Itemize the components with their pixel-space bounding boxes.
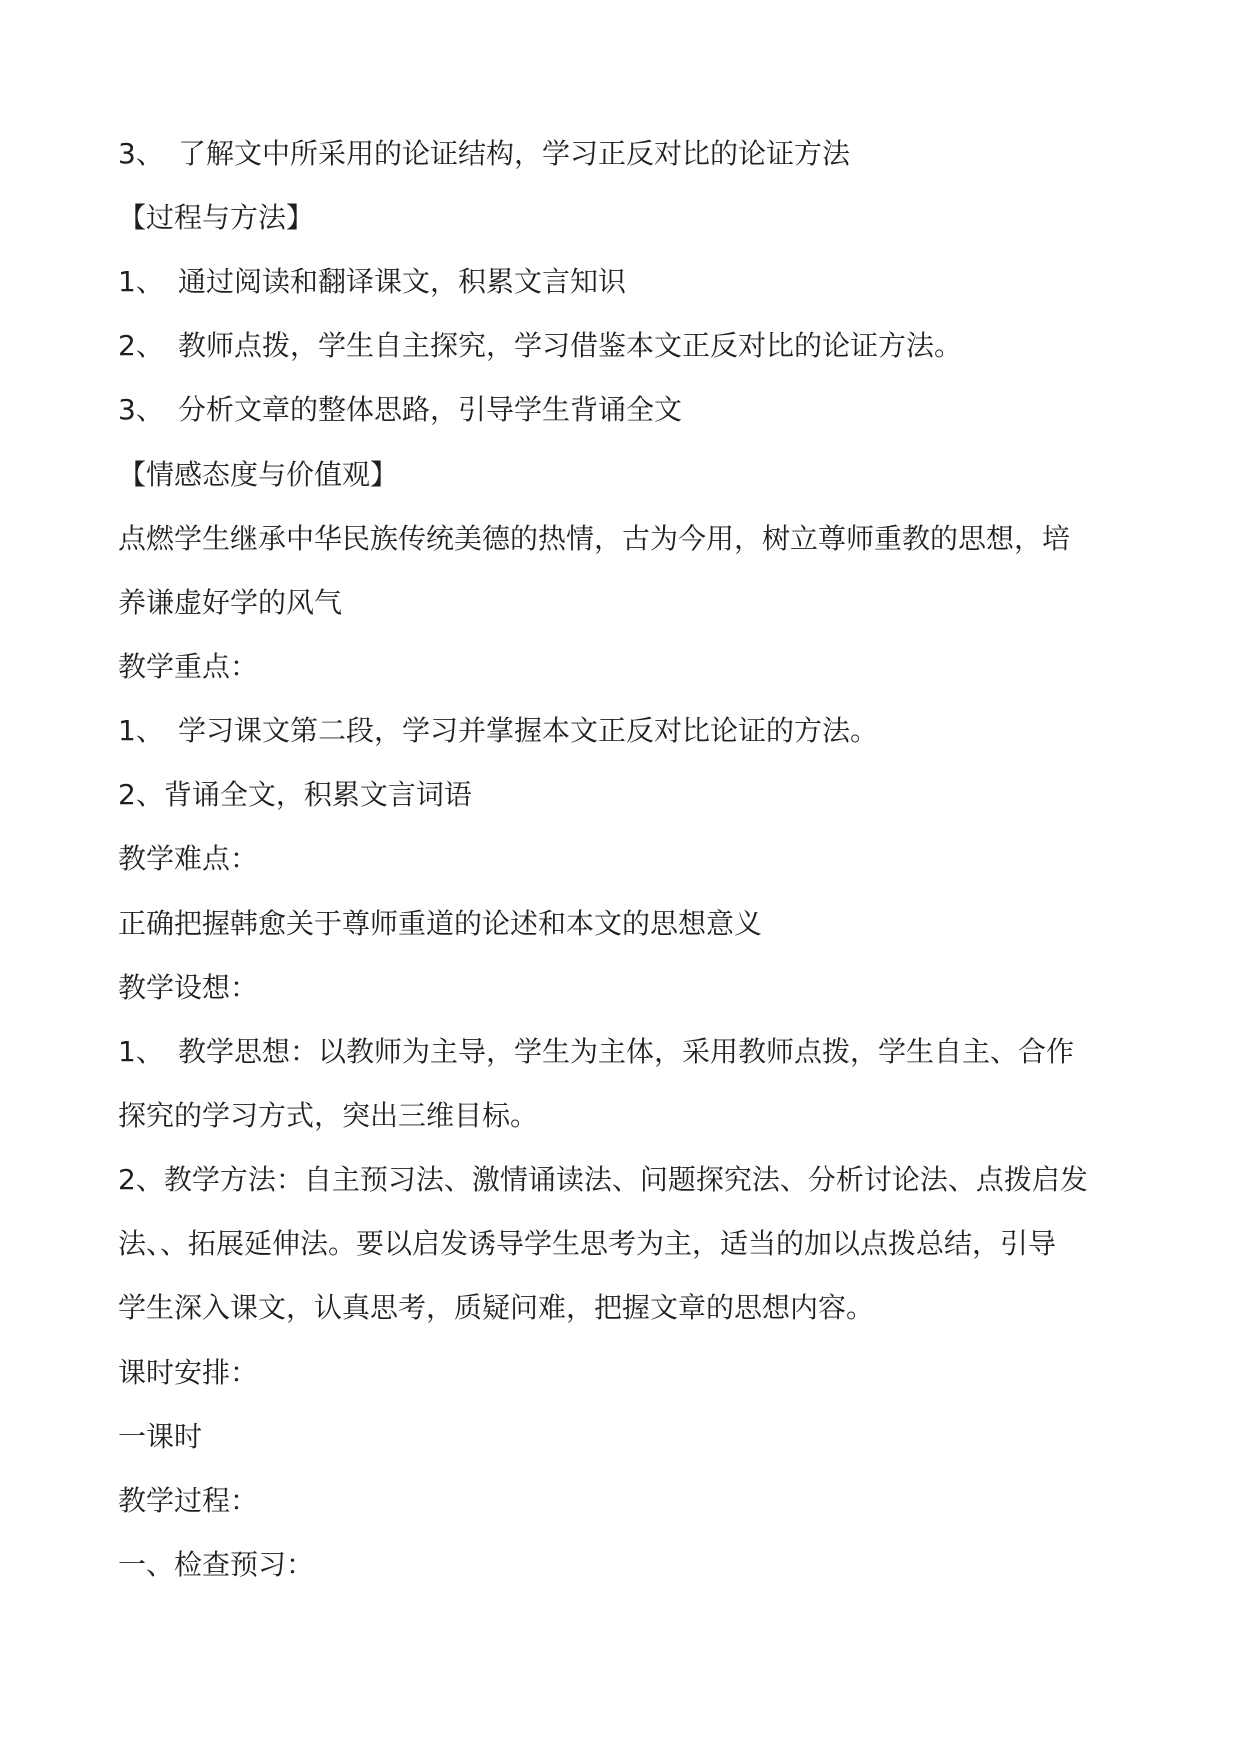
paragraph-line: 2、教学方法：自主预习法、激情诵读法、问题探究法、分析讨论法、点拨启发 (118, 1163, 1088, 1196)
list-text: 分析文章的整体思路，引导学生背诵全文 (178, 393, 683, 426)
section-label: 教学难点： (118, 842, 259, 875)
list-item (118, 134, 1128, 174)
list-item (118, 711, 1128, 751)
list-item (118, 390, 1128, 430)
section-heading: 【情感态度与价值观】 (118, 458, 399, 491)
section-label: 教学过程： (118, 1484, 259, 1517)
section-label: 教学重点： (118, 650, 259, 683)
list-item (118, 1032, 1128, 1072)
list-item (118, 326, 1128, 366)
list-item (118, 262, 1128, 302)
list-number: 3、 (118, 137, 164, 170)
list-text: 教师点拨，学生自主探究，学习借鉴本文正反对比的论证方法。 (178, 329, 963, 362)
paragraph-line: 学生深入课文，认真思考，质疑问难，把握文章的思想内容。 (118, 1291, 875, 1324)
list-text: 了解文中所采用的论证结构，学习正反对比的论证方法 (178, 137, 851, 170)
paragraph-line: 探究的学习方式，突出三维目标。 (118, 1099, 539, 1132)
section-label: 教学设想： (118, 971, 259, 1004)
list-number: 1、 (118, 265, 164, 298)
paragraph-line: 一课时 (118, 1420, 203, 1453)
section-label: 一、检查预习： (118, 1548, 315, 1581)
paragraph-line: 法、、拓展延伸法。要以启发诱导学生思考为主，适当的加以点拨总结，引导 (118, 1227, 1057, 1260)
list-number: 1、 (118, 1035, 164, 1068)
list-text: 学习课文第二段，学习并掌握本文正反对比论证的方法。 (178, 714, 879, 747)
paragraph-line: 正确把握韩愈关于尊师重道的论述和本文的思想意义 (118, 907, 763, 940)
paragraph-line: 养谦虚好学的风气 (118, 586, 343, 619)
section-label: 课时安排： (118, 1356, 259, 1389)
list-number: 1、 (118, 714, 164, 747)
paragraph-line: 点燃学生继承中华民族传统美德的热情，古为今用，树立尊师重教的思想，培 (118, 522, 1071, 555)
list-number: 3、 (118, 393, 164, 426)
list-text: 通过阅读和翻译课文，积累文言知识 (178, 265, 627, 298)
section-heading: 【过程与方法】 (118, 201, 315, 234)
paragraph-line: 2、背诵全文，积累文言词语 (118, 778, 472, 811)
list-number: 2、 (118, 329, 164, 362)
list-text: 教学思想：以教师为主导，学生为主体，采用教师点拨，学生自主、合作 (178, 1035, 1075, 1068)
